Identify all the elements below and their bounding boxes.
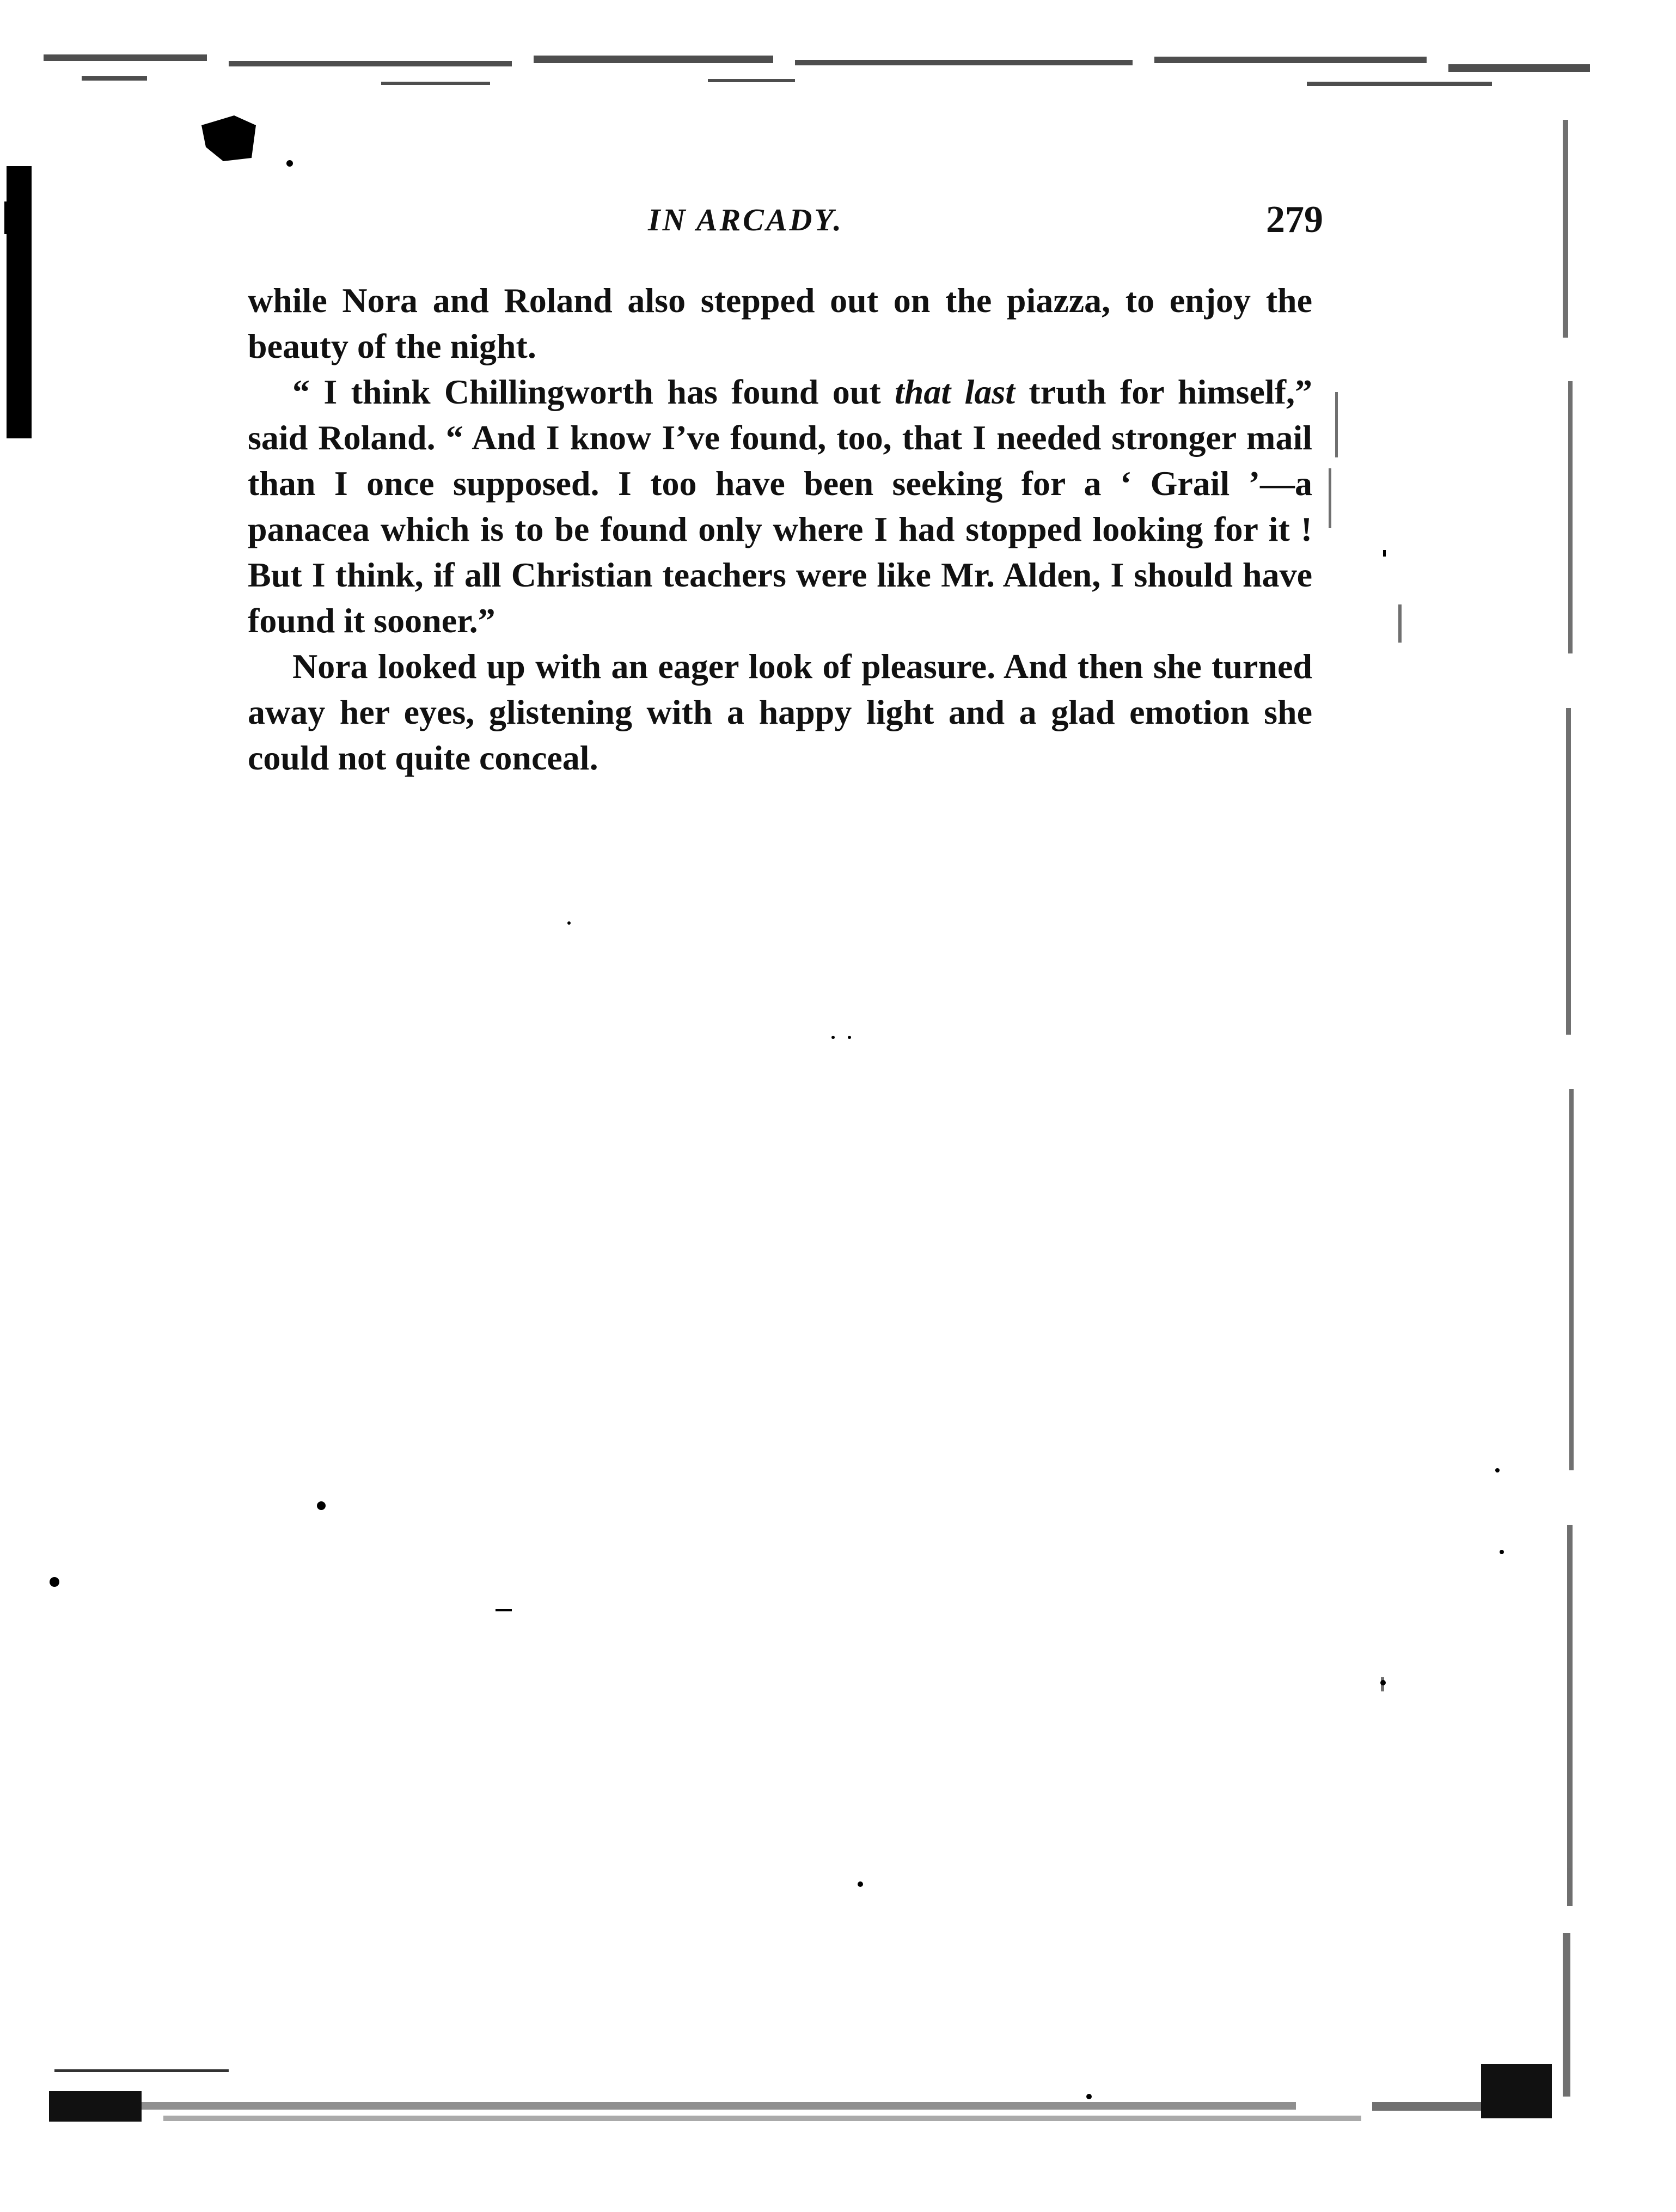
- binding-bar: [7, 166, 32, 438]
- page-number: 279: [1266, 199, 1323, 241]
- paragraph-text: while Nora and Roland also stepped out on the piazza, to enjoy the beauty of the night.: [248, 281, 1312, 365]
- body-text: [248, 278, 1312, 781]
- bottom-border-noise: [49, 2064, 1552, 2122]
- specks: [50, 550, 1504, 2099]
- ink-blot: [201, 115, 256, 161]
- paragraph-text: “ I think Chillingworth has found out: [292, 372, 895, 411]
- paragraph: [248, 644, 1312, 781]
- top-border-noise: [44, 54, 1590, 86]
- page-header: [250, 201, 1323, 245]
- paragraph: [248, 278, 1312, 369]
- emphasized-text: that last: [895, 372, 1016, 411]
- paragraph: [248, 369, 1312, 644]
- paragraph-text: truth for himself,” said Roland. “ And I know I’ve found, too, that I needed stronger mail than I once supposed. I too have been seeking for a ‘ Grail ’—a panacea which is to be found only where I had stopped looking for it ! But I think, if all Christian teachers were like Mr. Alden, I should have found it sooner.”: [248, 372, 1313, 640]
- running-title: IN ARCADY.: [648, 202, 844, 237]
- right-border-noise: [1329, 120, 1574, 2097]
- paragraph-text: Nora looked up with an eager look of pleasure. And then she turned away her eyes, glistening with a happy light and a glad emotion she could not quite conceal.: [248, 647, 1312, 777]
